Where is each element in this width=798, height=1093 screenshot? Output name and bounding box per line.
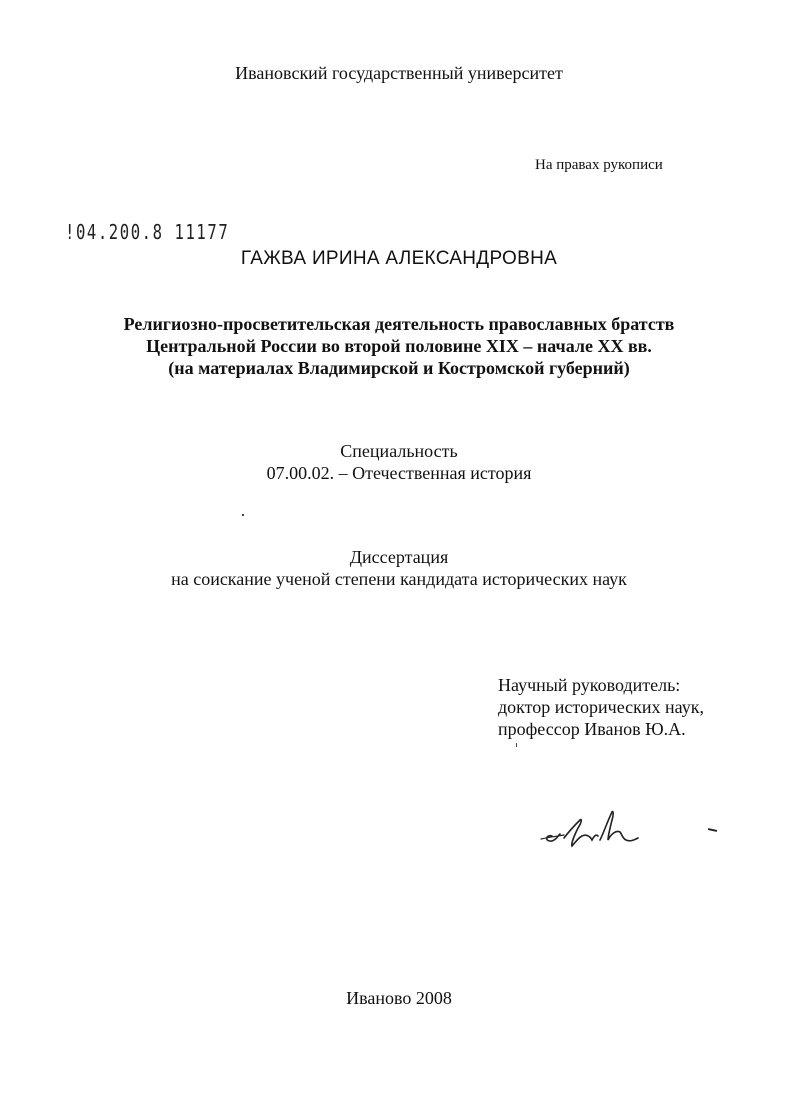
library-stamp-number: !04.200.8 11177 bbox=[65, 220, 230, 244]
stray-pen-mark bbox=[708, 828, 717, 832]
handwritten-signature bbox=[538, 806, 648, 856]
dissertation-title bbox=[0, 313, 798, 379]
title-line: Религиозно-просветительская деятельность православных братств bbox=[123, 314, 675, 334]
specialty-label: Специальность bbox=[340, 441, 458, 461]
supervisor-block bbox=[498, 674, 704, 740]
supervisor-degree: доктор исторических наук, bbox=[498, 697, 704, 717]
title-line: Центральной России во второй половине XIX – начале XX вв. bbox=[146, 336, 652, 356]
specialty-block bbox=[0, 440, 798, 484]
degree-sought: на соискание ученой степени кандидата исторических наук bbox=[171, 569, 627, 589]
dissertation-label: Диссертация bbox=[349, 547, 449, 567]
title-line: (на материалах Владимирской и Костромской губерний) bbox=[168, 358, 630, 378]
city-year: Иваново 2008 bbox=[346, 988, 452, 1008]
university-name: Ивановский государственный университет bbox=[235, 63, 563, 83]
author-name: ГАЖВА ИРИНА АЛЕКСАНДРОВНА bbox=[240, 248, 558, 269]
supervisor-name: профессор Иванов Ю.А. bbox=[498, 719, 686, 739]
supervisor-label: Научный руководитель: bbox=[498, 675, 681, 695]
specialty-code: 07.00.02. – Отечественная история bbox=[266, 463, 532, 483]
scan-speck bbox=[516, 743, 517, 747]
scan-speck bbox=[242, 514, 244, 516]
dissertation-block bbox=[0, 546, 798, 590]
manuscript-rights-note: На правах рукописи bbox=[535, 157, 663, 173]
